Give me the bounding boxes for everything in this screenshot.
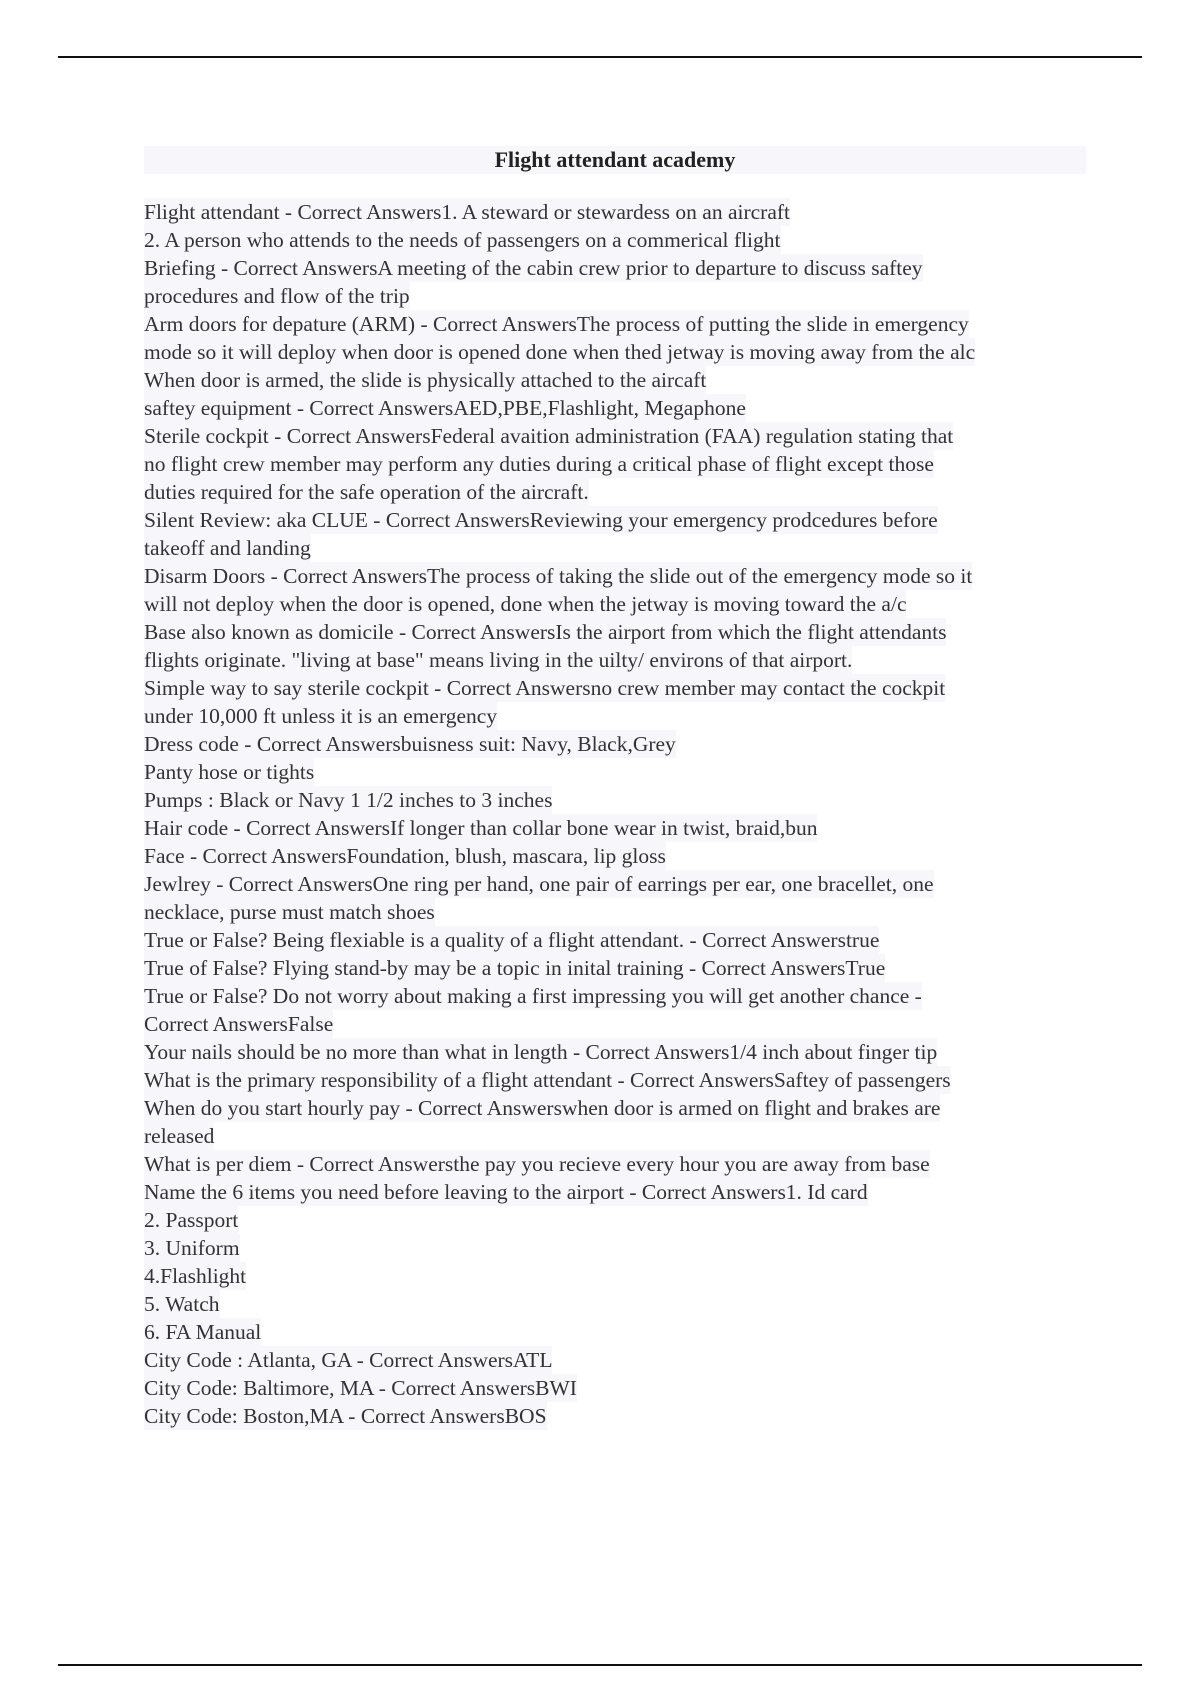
text-line: Disarm Doors - Correct AnswersThe process of taking the slide out of the emergency mode so it (144, 564, 973, 588)
text-line: Base also known as domicile - Correct AnswersIs the airport from which the flight attendants (144, 620, 947, 644)
text-line: 2. A person who attends to the needs of passengers on a commerical flight (144, 228, 781, 252)
text-line: 6. FA Manual (144, 1320, 262, 1344)
document-title: Flight attendant academy (144, 146, 1086, 174)
text-line: Panty hose or tights (144, 760, 315, 784)
text-line: duties required for the safe operation of the aircraft. (144, 480, 589, 504)
text-line: Briefing - Correct AnswersA meeting of the cabin crew prior to departure to discuss saftey (144, 256, 923, 280)
text-line: under 10,000 ft unless it is an emergency (144, 704, 498, 728)
text-line: Hair code - Correct AnswersIf longer than collar bone wear in twist, braid,bun (144, 816, 818, 840)
text-line: Face - Correct AnswersFoundation, blush, mascara, lip gloss (144, 844, 666, 868)
text-line: no flight crew member may perform any duties during a critical phase of flight except those (144, 452, 934, 476)
text-line: 3. Uniform (144, 1236, 240, 1260)
text-line: saftey equipment - Correct AnswersAED,PBE,Flashlight, Megaphone (144, 396, 746, 420)
text-line: mode so it will deploy when door is opened done when thed jetway is moving away from the alc (144, 340, 976, 364)
text-lines (144, 198, 1086, 1430)
text-line: Correct AnswersFalse (144, 1012, 334, 1036)
text-line: What is per diem - Correct Answersthe pay you recieve every hour you are away from base (144, 1152, 930, 1176)
text-line: procedures and flow of the trip (144, 284, 410, 308)
document-body (144, 146, 1086, 1430)
header-rule (58, 56, 1142, 58)
text-line: When do you start hourly pay - Correct Answerswhen door is armed on flight and brakes are (144, 1096, 941, 1120)
text-line: Name the 6 items you need before leaving to the airport - Correct Answers1. Id card (144, 1180, 868, 1204)
text-line: Dress code - Correct Answersbuisness suit: Navy, Black,Grey (144, 732, 676, 756)
text-line: Pumps : Black or Navy 1 1/2 inches to 3 inches (144, 788, 553, 812)
text-line: released (144, 1124, 215, 1148)
text-line: flights originate. "living at base" means living in the uilty/ environs of that airport. (144, 648, 853, 672)
text-line: Silent Review: aka CLUE - Correct AnswersReviewing your emergency prodcedures before (144, 508, 938, 532)
text-line: When door is armed, the slide is physically attached to the aircaft (144, 368, 707, 392)
text-line: will not deploy when the door is opened, done when the jetway is moving toward the a/c (144, 592, 907, 616)
text-line: City Code: Baltimore, MA - Correct AnswersBWI (144, 1376, 577, 1400)
text-line: Your nails should be no more than what in length - Correct Answers1/4 inch about finger tip (144, 1040, 938, 1064)
text-line: Flight attendant - Correct Answers1. A steward or stewardess on an aircraft (144, 200, 791, 224)
text-line: Arm doors for depature (ARM) - Correct AnswersThe process of putting the slide in emergency (144, 312, 969, 336)
text-line: 4.Flashlight (144, 1264, 247, 1288)
text-line: Jewlrey - Correct AnswersOne ring per hand, one pair of earrings per ear, one bracellet, one (144, 872, 934, 896)
text-line: takeoff and landing (144, 536, 311, 560)
text-line: Sterile cockpit - Correct AnswersFederal avaition administration (FAA) regulation stating that (144, 424, 954, 448)
text-line: True of False? Flying stand-by may be a topic in inital training - Correct AnswersTrue (144, 956, 886, 980)
footer-rule (58, 1664, 1142, 1666)
text-line: True or False? Being flexiable is a quality of a flight attendant. - Correct Answerstrue (144, 928, 880, 952)
text-line: 2. Passport (144, 1208, 239, 1232)
text-line: Simple way to say sterile cockpit - Correct Answersno crew member may contact the cockpit (144, 676, 946, 700)
text-line: City Code : Atlanta, GA - Correct AnswersATL (144, 1348, 553, 1372)
text-line: What is the primary responsibility of a flight attendant - Correct AnswersSaftey of passengers (144, 1068, 951, 1092)
text-line: City Code: Boston,MA - Correct AnswersBOS (144, 1404, 547, 1428)
text-line: True or False? Do not worry about making a first impressing you will get another chance - (144, 984, 922, 1008)
text-line: necklace, purse must match shoes (144, 900, 435, 924)
text-line: 5. Watch (144, 1292, 220, 1316)
